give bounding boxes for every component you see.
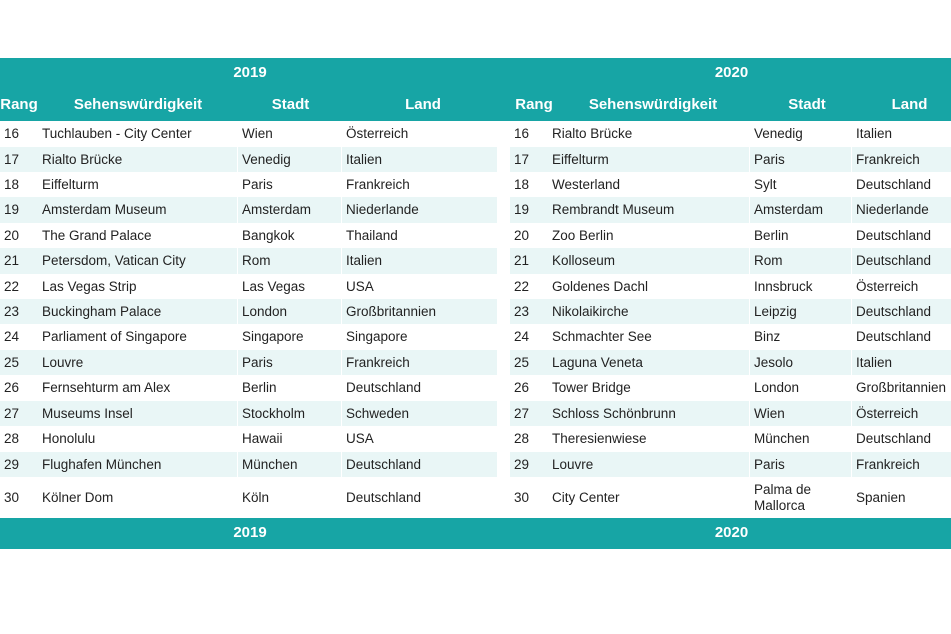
cell-city: Leipzig: [750, 299, 851, 324]
cell-city: London: [238, 299, 341, 324]
cell-country: Italien: [342, 147, 497, 172]
cell-country: Österreich: [852, 401, 951, 426]
cell-country: Spanien: [856, 489, 906, 505]
cell-sight: Buckingham Palace: [38, 299, 237, 324]
cell-city: Binz: [754, 329, 781, 344]
cell-sight: Amsterdam Museum: [38, 197, 237, 223]
cell-country: Niederlande: [342, 197, 497, 223]
cell-sight: Eiffelturm: [548, 147, 749, 172]
cell-country: USA: [346, 278, 374, 294]
cell-city: London: [754, 380, 800, 395]
cell-country: Italien: [852, 350, 951, 375]
cell-sight: Zoo Berlin: [552, 227, 614, 243]
cell-country: Deutschland: [856, 329, 932, 344]
cell-rank: 25: [0, 350, 38, 375]
table-footer-band: [0, 518, 951, 549]
cell-city: Las Vegas: [242, 278, 306, 294]
cell-sight: Rembrandt Museum: [548, 197, 749, 223]
cell-city: Berlin: [242, 380, 277, 395]
cell-rank: 21: [0, 248, 38, 274]
table-row: [0, 172, 951, 197]
column-header-city: Stadt: [788, 96, 826, 113]
cell-city: Palma de Mallorca: [754, 481, 812, 513]
cell-country: Deutschland: [346, 489, 422, 505]
table-row: [0, 121, 951, 147]
cell-sight: Kölner Dom: [42, 489, 114, 505]
cell-sight: Petersdom, Vatican City: [38, 248, 237, 274]
cell-sight: Kolloseum: [548, 248, 749, 274]
cell-rank: 17: [0, 147, 38, 172]
cell-city: München: [238, 452, 341, 477]
cell-sight: Westerland: [552, 176, 621, 192]
table-row: [0, 248, 951, 274]
cell-sight: Tuchlauben - City Center: [42, 126, 192, 141]
cell-country: Frankreich: [852, 452, 951, 477]
cell-country: Deutschland: [856, 431, 932, 446]
cell-rank: 18: [514, 176, 530, 192]
column-header-sight: Sehenswürdigkeit: [73, 96, 203, 113]
cell-country: USA: [346, 431, 374, 446]
cell-rank: 22: [514, 278, 530, 294]
cell-rank: 18: [4, 176, 20, 192]
column-header-country: Land: [405, 96, 441, 113]
table-row: [0, 477, 951, 518]
cell-city: Venedig: [238, 147, 341, 172]
cell-country: Großbritannien: [342, 299, 497, 324]
cell-sight: City Center: [552, 489, 620, 505]
cell-country: Österreich: [346, 126, 409, 141]
cell-city: Rom: [750, 248, 851, 274]
cell-rank: 23: [510, 299, 548, 324]
cell-sight: Honolulu: [42, 431, 96, 446]
cell-sight: Louvre: [38, 350, 237, 375]
cell-city: Innsbruck: [754, 278, 813, 294]
cell-sight: Schmachter See: [552, 329, 652, 344]
cell-city: Amsterdam: [238, 197, 341, 223]
table-row: [0, 299, 951, 324]
cell-city: Venedig: [754, 126, 803, 141]
table-row: [0, 452, 951, 477]
cell-rank: 16: [4, 126, 20, 141]
cell-country: Thailand: [346, 227, 398, 243]
cell-city: Hawaii: [242, 431, 283, 446]
cell-city: Paris: [750, 147, 851, 172]
cell-rank: 23: [0, 299, 38, 324]
cell-sight: Theresienwiese: [552, 431, 647, 446]
cell-sight: Laguna Veneta: [548, 350, 749, 375]
table-row: [0, 350, 951, 375]
column-header-rang: Rang: [0, 96, 38, 113]
cell-rank: 26: [514, 380, 530, 395]
cell-country: Deutschland: [856, 176, 932, 192]
cell-rank: 27: [0, 401, 38, 426]
cell-country: Frankreich: [342, 350, 497, 375]
cell-country: Großbritannien: [856, 380, 947, 395]
cell-sight: Museums Insel: [38, 401, 237, 426]
cell-rank: 28: [4, 431, 20, 446]
cell-sight: Las Vegas Strip: [42, 278, 137, 294]
cell-country: Italien: [342, 248, 497, 274]
cell-city: Jesolo: [750, 350, 851, 375]
cell-rank: 20: [514, 227, 530, 243]
cell-city: Amsterdam: [750, 197, 851, 223]
year-2019-footer: 2019: [233, 524, 267, 541]
cell-city: Paris: [238, 350, 341, 375]
cell-rank: 22: [4, 278, 20, 294]
cell-rank: 27: [510, 401, 548, 426]
cell-sight: Parliament of Singapore: [42, 329, 187, 344]
cell-sight: Flughafen München: [38, 452, 237, 477]
cell-sight: The Grand Palace: [42, 227, 152, 243]
year-2019-header: 2019: [233, 64, 267, 81]
cell-rank: 17: [510, 147, 548, 172]
cell-country: Deutschland: [342, 452, 497, 477]
cell-rank: 24: [4, 329, 20, 344]
cell-city: Rom: [238, 248, 341, 274]
cell-rank: 16: [514, 126, 530, 141]
cell-sight: Tower Bridge: [552, 380, 631, 395]
cell-sight: Nikolaikirche: [548, 299, 749, 324]
cell-city: Sylt: [754, 176, 777, 192]
cell-sight: Rialto Brücke: [38, 147, 237, 172]
cell-sight: Schloss Schönbrunn: [548, 401, 749, 426]
cell-country: Deutschland: [852, 248, 951, 274]
cell-sight: Eiffelturm: [42, 176, 99, 192]
cell-rank: 20: [4, 227, 20, 243]
column-header-country: Land: [891, 96, 928, 113]
cell-rank: 19: [0, 197, 38, 223]
cell-city: München: [754, 431, 810, 446]
table-row: [0, 426, 951, 452]
cell-rank: 24: [514, 329, 530, 344]
cell-country: Deutschland: [852, 299, 951, 324]
cell-sight: Rialto Brücke: [552, 126, 633, 141]
cell-country: Singapore: [346, 329, 408, 344]
cell-country: Italien: [856, 126, 893, 141]
column-header-rang: Rang: [515, 96, 553, 113]
cell-country: Deutschland: [856, 227, 932, 243]
cell-city: Singapore: [242, 329, 304, 344]
cell-rank: 30: [4, 489, 20, 505]
column-header-sight: Sehenswürdigkeit: [588, 96, 718, 113]
table-row: [0, 375, 951, 401]
cell-rank: 29: [0, 452, 38, 477]
table-row: [0, 274, 951, 299]
cell-city: Paris: [750, 452, 851, 477]
table-row: [0, 197, 951, 223]
cell-country: Frankreich: [346, 176, 410, 192]
cell-country: Deutschland: [346, 380, 422, 395]
table-row: [0, 147, 951, 172]
year-2020-header: 2020: [714, 64, 749, 81]
cell-city: Wien: [242, 126, 273, 141]
cell-sight: Goldenes Dachl: [552, 278, 649, 294]
cell-city: Stockholm: [238, 401, 341, 426]
cell-rank: 21: [510, 248, 548, 274]
cell-rank: 26: [4, 380, 20, 395]
cell-rank: 28: [514, 431, 530, 446]
cell-city: Wien: [750, 401, 851, 426]
cell-city: Köln: [242, 489, 270, 505]
cell-city: Bangkok: [242, 227, 295, 243]
table-row: [0, 223, 951, 248]
cell-sight: Fernsehturm am Alex: [42, 380, 171, 395]
cell-country: Schweden: [342, 401, 497, 426]
cell-city: Paris: [242, 176, 273, 192]
cell-sight: Louvre: [548, 452, 749, 477]
table-header-band: [0, 58, 951, 121]
cell-rank: 25: [510, 350, 548, 375]
cell-country: Niederlande: [852, 197, 951, 223]
cell-country: Frankreich: [852, 147, 951, 172]
cell-city: Berlin: [754, 227, 789, 243]
table-row: [0, 324, 951, 350]
cell-rank: 19: [510, 197, 548, 223]
cell-rank: 29: [510, 452, 548, 477]
cell-rank: 30: [514, 489, 530, 505]
column-header-city: Stadt: [271, 96, 310, 113]
year-2020-footer: 2020: [714, 524, 749, 541]
table-row: [0, 401, 951, 426]
cell-country: Österreich: [856, 278, 919, 294]
